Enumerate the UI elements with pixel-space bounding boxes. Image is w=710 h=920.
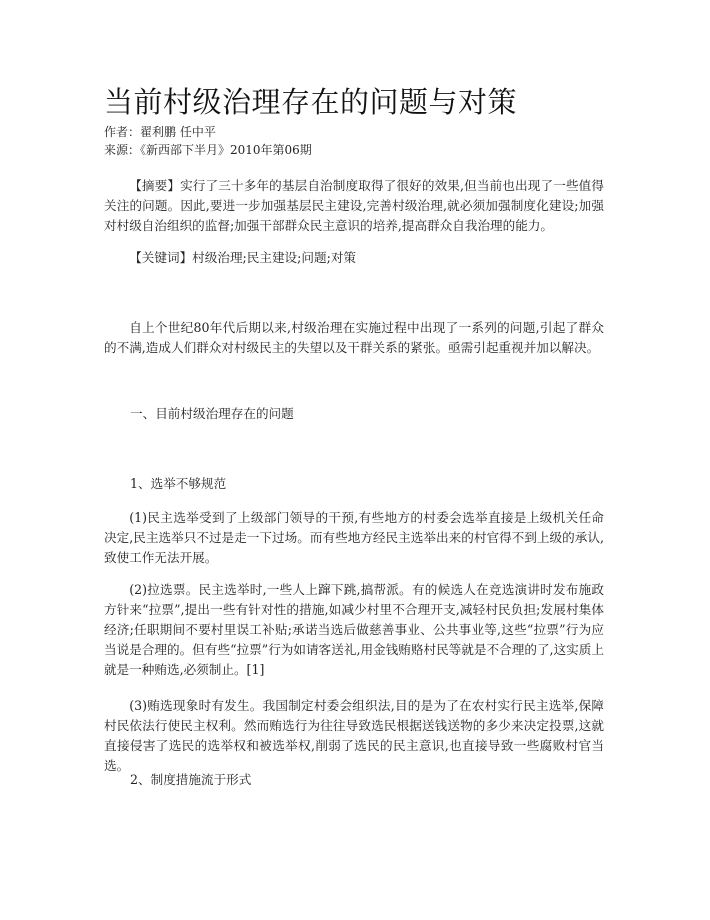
section-heading-1: 一、目前村级治理存在的问题 [130,406,294,421]
article-title: 当前村级治理存在的问题与对策 [104,85,518,119]
author-line: 作者：翟利鹏 任中平 [104,125,216,139]
body-paragraph-2: (2)拉选票。民主选举时,一些人上蹿下跳,搞帮派。有的候选人在竞选演讲时发布施政方针来“拉票”,提出一些有针对性的措施,如减少村里不合理开支,减轻村民负担;发展村集体经济;任职期间不要村里误工补贴;承诺当选后做慈善事业、公共事业等,这些“拉票”行为应当说是合理的。但有些“拉票”行为如请客送礼,用金钱贿赂村民等就是不合理的了,这实质上就是一种贿选,必须制止。[1] [104,582,604,677]
abstract-paragraph: 【摘要】实行了三十多年的基层自治制度取得了很好的效果,但当前也出现了一些值得关注的问题。因此,要进一步加强基层民主建设,完善村级治理,就必须加强制度化建设;加强对村级自治组织的监督;加强干部群众民主意识的培养,提高群众自我治理的能力。 [104,178,604,233]
subsection-heading-2: 2、制度措施流于形式 [130,772,252,787]
subsection-heading-1: 1、选举不够规范 [130,476,227,491]
body-paragraph-1: (1)民主选举受到了上级部门领导的干预,有些地方的村委会选举直接是上级机关任命决定,民主选举只不过是走一下过场。而有些地方经民主选举出来的村官得不到上级的承认,致使工作无法开展。 [104,510,604,565]
body-paragraph-3: (3)贿选现象时有发生。我国制定村委会组织法,目的是为了在农村实行民主选举,保障村民依法行使民主权利。然而贿选行为往往导致选民根据送钱送物的多少来决定投票,这就直接侵害了选民的选举权和被选举权,削弱了选民的民主意识,也直接导致一些腐败村官当选。 [104,698,604,773]
source-line: 来源：《新西部下半月》2010年第06期 [104,143,312,157]
keywords-paragraph: 【关键词】村级治理;民主建设;问题;对策 [129,250,357,265]
intro-paragraph: 自上个世纪80年代后期以来,村级治理在实施过程中出现了一系列的问题,引起了群众的不满,造成人们群众对村级民主的失望以及干群关系的紧张。亟需引起重视并加以解决。 [104,320,604,355]
